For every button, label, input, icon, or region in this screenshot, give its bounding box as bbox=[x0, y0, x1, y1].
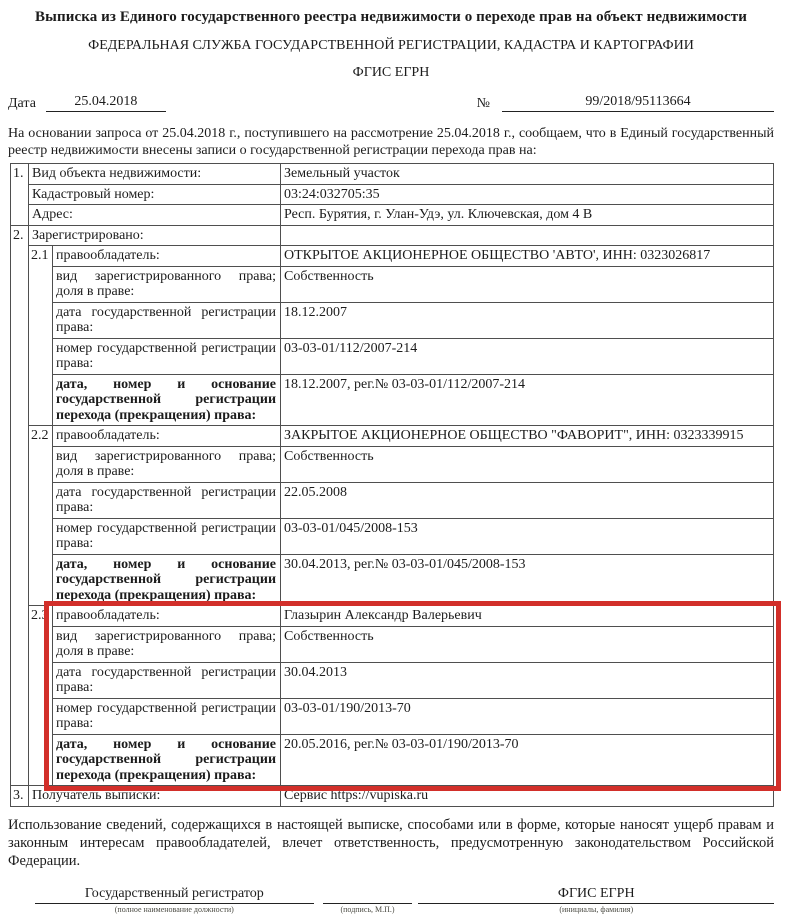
row-label: вид зарегистрированного права; доля в праве: bbox=[53, 446, 281, 482]
row-value: 20.05.2016, рег.№ 03-03-01/190/2013-70 bbox=[281, 734, 774, 786]
table-row-highlighted bbox=[11, 662, 774, 698]
row-label: Получатель выписки: bbox=[29, 786, 281, 807]
table-row bbox=[11, 426, 774, 447]
date-label: Дата bbox=[8, 96, 36, 111]
table-row-highlighted bbox=[11, 734, 774, 786]
row-value: 18.12.2007, рег.№ 03-03-01/112/2007-214 bbox=[281, 374, 774, 426]
table-row bbox=[11, 374, 774, 426]
subsection-number: 2.3 bbox=[29, 606, 53, 786]
number-value: 99/2018/95113664 bbox=[502, 94, 774, 112]
table-row bbox=[11, 225, 774, 246]
row-value: 03-03-01/112/2007-214 bbox=[281, 338, 774, 374]
table-row bbox=[11, 266, 774, 302]
row-label: правообладатель: bbox=[53, 606, 281, 627]
row-value: Собственность bbox=[281, 446, 774, 482]
signature-registrar-caption: (полное наименование должности) bbox=[114, 904, 234, 914]
row-label: дата, номер и основание государственной регистрации перехода (прекращения) права: bbox=[53, 374, 281, 426]
section-number: 1. bbox=[11, 164, 29, 226]
table-row bbox=[11, 786, 774, 807]
row-value: Собственность bbox=[281, 626, 774, 662]
signature-registrar bbox=[35, 886, 314, 914]
row-value: 30.04.2013, рег.№ 03-03-01/045/2008-153 bbox=[281, 554, 774, 606]
row-label: дата государственной регистрации права: bbox=[53, 662, 281, 698]
row-label: Зарегистрировано: bbox=[29, 225, 281, 246]
row-label: номер государственной регистрации права: bbox=[53, 518, 281, 554]
table-row bbox=[11, 246, 774, 267]
subsection-number: 2.1 bbox=[29, 246, 53, 426]
egrn-table bbox=[10, 163, 774, 807]
disclaimer-paragraph: Использование сведений, содержащихся в настоящей выписке, способами или в форме, которые наносят ущерб правам и законным интересам правообладателей, влечет ответственность, предусмотренную законодательством Российской Федерации. bbox=[8, 816, 774, 869]
system-name: ФГИС ЕГРН bbox=[352, 65, 430, 80]
table-row bbox=[11, 554, 774, 606]
row-label: дата, номер и основание государственной регистрации перехода (прекращения) права: bbox=[53, 554, 281, 606]
row-label: Адрес: bbox=[29, 205, 281, 226]
table-row bbox=[11, 482, 774, 518]
table-row bbox=[11, 205, 774, 226]
row-label: правообладатель: bbox=[53, 426, 281, 447]
date-value: 25.04.2018 bbox=[46, 94, 166, 112]
table-row-highlighted bbox=[11, 606, 774, 627]
row-value: ОТКРЫТОЕ АКЦИОНЕРНОЕ ОБЩЕСТВО 'АВТО', ИНН: 0323026817 bbox=[281, 246, 774, 267]
table-row-highlighted bbox=[11, 626, 774, 662]
table-row bbox=[11, 164, 774, 185]
row-value: 18.12.2007 bbox=[281, 302, 774, 338]
table-row bbox=[11, 518, 774, 554]
agency-name: ФЕДЕРАЛЬНАЯ СЛУЖБА ГОСУДАРСТВЕННОЙ РЕГИСТРАЦИИ, КАДАСТРА И КАРТОГРАФИИ bbox=[88, 38, 694, 53]
row-label: Вид объекта недвижимости: bbox=[29, 164, 281, 185]
table-row bbox=[11, 184, 774, 205]
row-value bbox=[281, 225, 774, 246]
signature-fgis-caption: (инициалы, фамилия) bbox=[559, 904, 634, 914]
row-label: правообладатель: bbox=[53, 246, 281, 267]
signature-stamp bbox=[323, 887, 413, 914]
row-label: дата государственной регистрации права: bbox=[53, 482, 281, 518]
signature-fgis-title: ФГИС ЕГРН bbox=[418, 886, 774, 904]
row-label: дата, номер и основание государственной регистрации перехода (прекращения) права: bbox=[53, 734, 281, 786]
date-number-row bbox=[8, 94, 774, 112]
table-row bbox=[11, 446, 774, 482]
row-value: 03:24:032705:35 bbox=[281, 184, 774, 205]
page-title: Выписка из Единого государственного реестра недвижимости о переходе прав на объект недвижимости bbox=[35, 9, 747, 25]
number-label: № bbox=[476, 96, 490, 111]
row-value: Глазырин Александр Валерьевич bbox=[281, 606, 774, 627]
row-label: номер государственной регистрации права: bbox=[53, 698, 281, 734]
row-value: 22.05.2008 bbox=[281, 482, 774, 518]
row-value: ЗАКРЫТОЕ АКЦИОНЕРНОЕ ОБЩЕСТВО "ФАВОРИТ", ИНН: 0323339915 bbox=[281, 426, 774, 447]
signature-registrar-title: Государственный регистратор bbox=[35, 886, 314, 904]
row-value: 03-03-01/045/2008-153 bbox=[281, 518, 774, 554]
table-row bbox=[11, 338, 774, 374]
table-row bbox=[11, 302, 774, 338]
intro-paragraph: На основании запроса от 25.04.2018 г., поступившего на рассмотрение 25.04.2018 г., сообщаем, что в Единый государственный реестр недвижимости внесены записи о государственной регистрации перехода прав на: bbox=[8, 126, 774, 158]
table-row-highlighted bbox=[11, 698, 774, 734]
row-label: Кадастровый номер: bbox=[29, 184, 281, 205]
signature-stamp-caption: (подпись, М.П.) bbox=[340, 904, 395, 914]
row-value: 03-03-01/190/2013-70 bbox=[281, 698, 774, 734]
row-value: Респ. Бурятия, г. Улан-Удэ, ул. Ключевская, дом 4 В bbox=[281, 205, 774, 226]
subsection-number: 2.2 bbox=[29, 426, 53, 606]
row-value: Сервис https://vupiska.ru bbox=[281, 786, 774, 807]
row-label: вид зарегистрированного права; доля в праве: bbox=[53, 626, 281, 662]
signature-section bbox=[8, 886, 774, 914]
row-label: номер государственной регистрации права: bbox=[53, 338, 281, 374]
signature-fgis bbox=[418, 886, 774, 914]
signature-stamp-line bbox=[323, 887, 413, 904]
section-number: 2. bbox=[11, 225, 29, 786]
row-label: дата государственной регистрации права: bbox=[53, 302, 281, 338]
row-label: вид зарегистрированного права; доля в праве: bbox=[53, 266, 281, 302]
row-value: 30.04.2013 bbox=[281, 662, 774, 698]
section-number: 3. bbox=[11, 786, 29, 807]
row-value: Собственность bbox=[281, 266, 774, 302]
row-value: Земельный участок bbox=[281, 164, 774, 185]
